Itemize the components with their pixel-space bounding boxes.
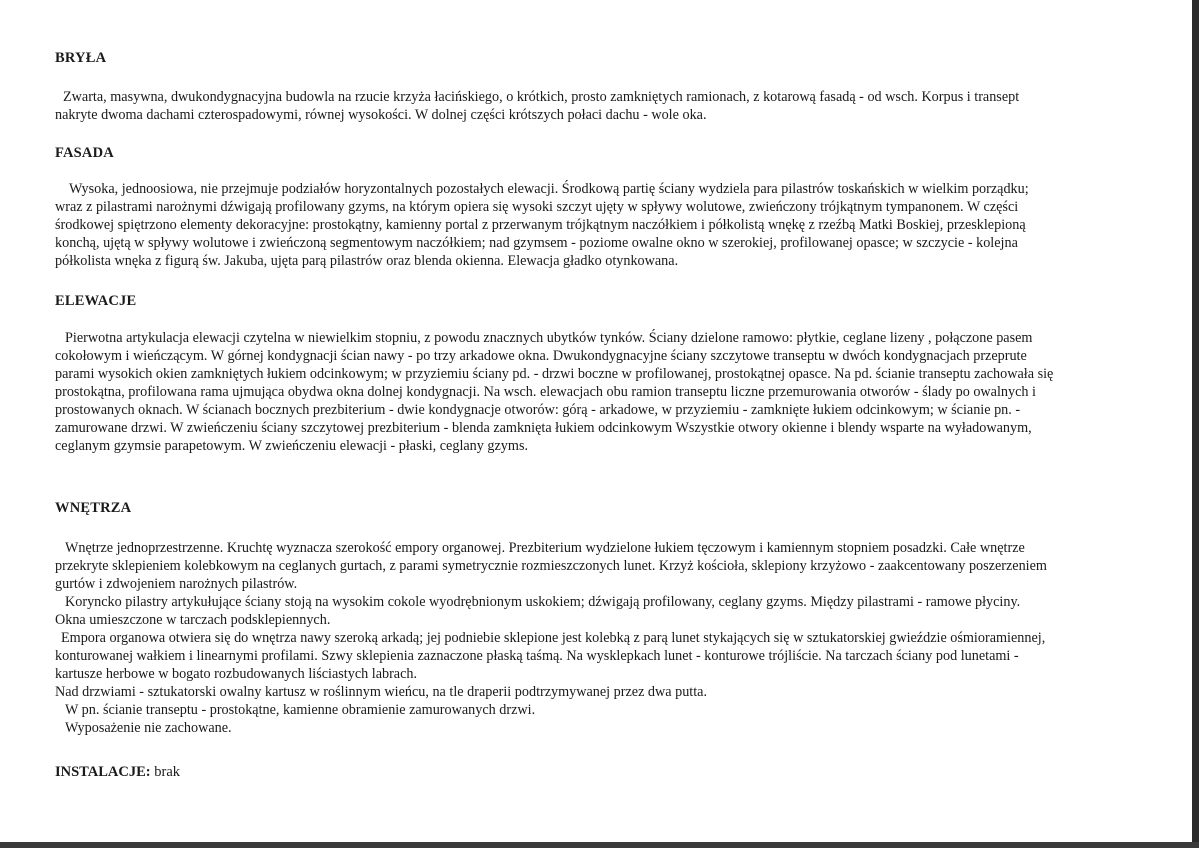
instalacje-line — [55, 764, 180, 781]
text-line: Wnętrze jednoprzestrzenne. Kruchtę wyznacza szerokość empory organowej. Prezbiterium wydzielone łukiem tęczowym i kamiennym stopniem posadzki. Całe wnętrze — [65, 540, 1025, 556]
text-line: półkolista wnęka z figurą św. Jakuba, ujęta parą pilastrów oraz blenda okienna. Elewacja gładko otynkowana. — [55, 253, 679, 269]
paragraph-fasada — [55, 180, 1137, 270]
heading-fasada: FASADA — [55, 145, 114, 161]
text-line: ceglanym gzymsie parapetowym. W zwieńczeniu elewacji - płaski, ceglany gzyms. — [55, 438, 529, 454]
heading-wnetrza: WNĘTRZA — [55, 500, 132, 516]
text-line: wraz z pilastrami narożnymi dźwigają profilowany gzyms, na którym opiera się wysoki szczyt ujęty w spływy wolutowe, zwieńczony trójkątnym tympanonem. W części — [55, 199, 1019, 215]
paragraph-elewacje — [55, 329, 1137, 455]
text-line: prostowanych oknach. W ścianach bocznych prezbiterium - dwie kondygnacje otworów: górą - arkadowe, w przyziemiu - zamknięte łukiem odcinkowym; w ścianie pn. - — [55, 402, 1021, 418]
instalacje-value: brak — [154, 764, 180, 780]
heading-bryla: BRYŁA — [55, 50, 107, 66]
text-line: kartusze herbowe w bogato rozbudowanych liściastych labrach. — [55, 666, 418, 682]
paragraph-wnetrza — [55, 539, 1137, 737]
text-line: Koryncko pilastry artykułujące ściany stoją na wysokim cokole wyodrębnionym uskokiem; dźwigają profilowany, ceglany gzyms. Między pilastrami - ramowe płyciny. — [65, 594, 1021, 610]
text-line: W pn. ścianie transeptu - prostokątne, kamienne obramienie zamurowanych drzwi. — [65, 702, 536, 718]
text-line: Wyposażenie nie zachowane. — [65, 720, 232, 736]
text-line: cokołowym i wieńczącym. W górnej kondygnacji ścian nawy - po trzy arkadowe okna. Dwukondygnacyjne ściany szczytowe transeptu w dwóch kondygnacjach przeprute — [55, 348, 1027, 364]
text-line: Pierwotna artykulacja elewacji czytelna w niewielkim stopniu, z powodu znacznych ubytków tynków. Ściany dzielone ramowo: płytkie, ceglane lizeny , połączone pasem — [65, 330, 1033, 346]
paragraph-bryla — [55, 88, 1137, 124]
text-line: Zwarta, masywna, dwukondygnacyjna budowla na rzucie krzyża łacińskiego, o krótkich, prosto zamkniętych ramionach, z kotarową fasadą - od wsch. Korpus i transept — [63, 89, 1020, 105]
text-line: Nad drzwiami - sztukatorski owalny kartusz w roślinnym wieńcu, na tle draperii podtrzymywanej przez dwa putta. — [55, 684, 708, 700]
heading-instalacje: INSTALACJE: — [55, 764, 151, 780]
scan-edge-right — [1192, 0, 1199, 848]
text-line: konturowanej wałkiem i linearnymi profilami. Szwy sklepienia zaznaczone płaską taśmą. Na wysklepkach lunet - konturowe trójliście. Na tarczach ściany pod lunetami - — [55, 648, 1019, 664]
heading-elewacje: ELEWACJE — [55, 293, 137, 309]
text-line: prostokątna, profilowana rama ujmująca obydwa okna dolnej kondygnacji. Na wsch. elewacjach obu ramion transeptu liczne przemurowania otworów - ślady po owalnych i — [55, 384, 1036, 400]
text-line: Okna umieszczone w tarczach podsklepiennych. — [55, 612, 331, 628]
text-line: parami wysokich okien zamkniętych łukiem odcinkowym; w przyziemiu ściany pd. - drzwi boczne w profilowanej, prostokątnej opasce. Na pd. ścianie transeptu zachowała się — [55, 366, 1054, 382]
text-line: gurtów i zdwojeniem narożnych pilastrów. — [55, 576, 298, 592]
text-line: konchą, ujętą w spływy wolutowe i zwieńczoną segmentowym naczółkiem; nad gzymsem - poziome owalne okno w szerokiej, profilowanej opasce; w szczycie - kolejna — [55, 235, 1018, 251]
text-line: przekryte sklepieniem kolebkowym na ceglanych gurtach, z parami symetrycznie rozmieszczonych lunet. Krzyż kościoła, sklepiony krzyżowo - zaakcentowany poszerzeniem — [55, 558, 1047, 574]
scan-edge-bottom — [0, 842, 1199, 848]
text-line: środkowej spiętrzono elementy dekoracyjne: prostokątny, kamienny portal z przerwanym trójkątnym naczółkiem i półkolistą wnękę z rzeźbą Matki Boskiej, przesklepioną — [55, 217, 1026, 233]
text-line: zamurowane drzwi. W zwieńczeniu ściany szczytowej prezbiterium - blenda zamknięta łukiem odcinkowym Wszystkie otwory okienne i blendy wsparte na wyładowanym, — [55, 420, 1032, 436]
text-line: Empora organowa otwiera się do wnętrza nawy szeroką arkadą; jej podniebie sklepione jest kolebką z parą lunet stykających się w sztukatorskiej gwieździe ośmioramiennej, — [61, 630, 1046, 646]
text-line: nakryte dwoma dachami czterospadowymi, równej wysokości. W dolnej części krótszych połaci dachu - wole oka. — [55, 107, 707, 123]
text-line: Wysoka, jednoosiowa, nie przejmuje podziałów horyzontalnych pozostałych elewacji. Środkową partię ściany wydziela para pilastrów toskańskich w wielkim porządku; — [69, 181, 1029, 197]
